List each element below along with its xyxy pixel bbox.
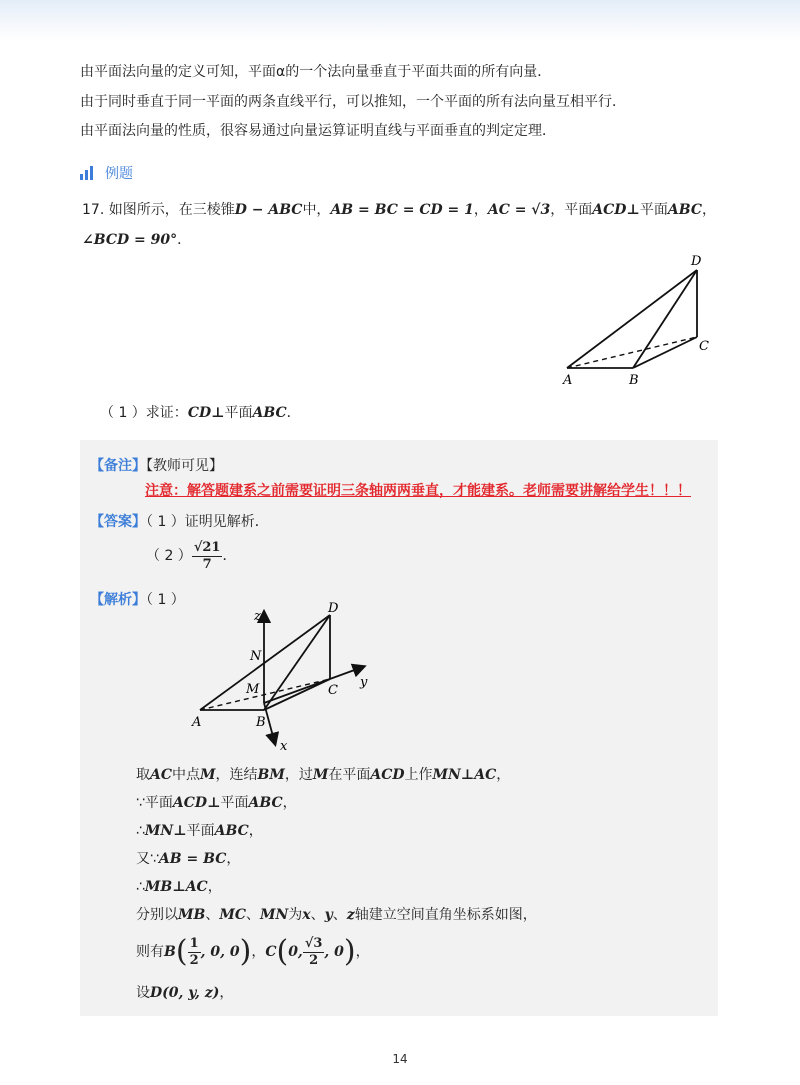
step-text: ，过: [284, 767, 313, 783]
step-text: ，: [219, 985, 234, 1001]
math-expr: AC = √3: [487, 202, 551, 218]
answer-2-suffix: ．: [222, 548, 237, 564]
label-M: M: [246, 682, 260, 697]
step-text: ，: [496, 767, 511, 783]
math-expr: ACD⊥: [172, 795, 221, 811]
warning-text: 注意：解答题建系之前需要证明三条轴两两垂直，才能建系。老师需要讲解给学生！！！: [145, 483, 691, 499]
answer-2-row: [146, 538, 236, 574]
question-text: 平面: [639, 202, 668, 218]
note-row: [90, 456, 223, 476]
bar-chart-icon: [80, 166, 95, 180]
step-7: [136, 932, 370, 972]
tetrahedron-figure: [555, 250, 725, 390]
math-expr: D(0, y, z): [150, 985, 220, 1001]
note-text: 【教师可见】: [146, 458, 223, 474]
intro-line-1: 由平面法向量的定义可知，平面α的一个法向量垂直于平面共面的所有向量．: [80, 64, 552, 80]
math-expr: CD⊥: [187, 405, 225, 421]
math-expr: z: [346, 907, 355, 923]
fraction-numerator: 1: [189, 935, 199, 951]
label-C2: C: [328, 683, 338, 698]
step-text: 分别以: [136, 907, 178, 923]
math-expr: ABC: [214, 823, 249, 839]
math-expr: ACD: [370, 767, 405, 783]
math-expr: ABC: [667, 202, 702, 218]
math-expr: y: [324, 907, 333, 923]
paren-close: ): [343, 934, 356, 969]
fraction-denominator: 2: [189, 952, 199, 968]
step-text: ，: [226, 851, 241, 867]
fraction-denominator: 2: [309, 952, 319, 968]
math-expr: C: [265, 944, 277, 960]
warning-row: [145, 481, 691, 501]
step-text: ∵平面: [136, 795, 173, 811]
step-text: 中点: [172, 767, 201, 783]
intro-line-2: 由于同时垂直于同一平面的两条直线平行，可以推知，一个平面的所有法向量互相平行．: [80, 94, 626, 110]
math-expr: , 0, 0: [200, 944, 240, 960]
math-expr: B: [164, 944, 176, 960]
intro-line-3: 由平面法向量的性质，很容易通过向量运算证明直线与平面垂直的判定定理．: [80, 123, 556, 139]
question-number: 17.: [82, 202, 105, 218]
note-tag: 【备注】: [90, 458, 146, 474]
section-header: [80, 163, 133, 183]
answer-tag: 【答案】: [90, 514, 146, 530]
answer-1: （ 1 ）证明见解析．: [146, 514, 269, 530]
math-expr: AC: [150, 767, 173, 783]
answer-2-fraction: [192, 540, 223, 573]
math-expr: MB: [178, 907, 206, 923]
axis-label-x: x: [280, 739, 288, 750]
label-A: A: [563, 373, 573, 388]
math-expr: MB⊥AC: [144, 879, 208, 895]
fraction-numerator: √21: [193, 539, 221, 555]
label-D: D: [691, 254, 702, 269]
axis-label-z: z: [254, 609, 261, 624]
label-N: N: [250, 649, 262, 664]
math-expr: ABC: [248, 795, 283, 811]
analysis-part: （ 1 ）: [146, 592, 185, 608]
label-A2: A: [192, 715, 202, 730]
question-text: ．: [177, 232, 192, 248]
step-text: 、: [205, 907, 220, 923]
paren-open: (: [175, 934, 188, 969]
answer-row: [90, 512, 269, 532]
step-text: 平面: [186, 823, 215, 839]
step-text: ，: [282, 795, 297, 811]
analysis-tag: 【解析】: [90, 592, 146, 608]
step-text: 、: [245, 907, 260, 923]
math-expr: 0,: [288, 944, 303, 960]
step-text: 、: [310, 907, 325, 923]
label-B2: B: [256, 715, 266, 730]
step-text: ∴: [136, 879, 145, 895]
math-expr: M: [312, 767, 329, 783]
step-text: 在平面: [328, 767, 371, 783]
sub-question-1: [100, 402, 301, 422]
step-1: [136, 765, 510, 785]
question-line-2: [82, 230, 191, 250]
math-expr: MN⊥: [144, 823, 187, 839]
sub-text: （ 1 ）求证：: [100, 405, 188, 421]
answer-2-prefix: （ 2 ）: [146, 548, 192, 564]
step-8: [136, 983, 233, 1003]
step-text: 平面: [220, 795, 249, 811]
fraction: [303, 936, 325, 969]
fraction: [188, 936, 201, 969]
step-text: ，连结: [215, 767, 258, 783]
math-expr: ∠BCD = 90°: [82, 232, 178, 248]
math-expr: ACD⊥: [592, 202, 640, 218]
step-text: 为: [288, 907, 303, 923]
step-text: 取: [136, 767, 150, 783]
label-C: C: [699, 339, 709, 354]
step-6: [136, 905, 537, 925]
step-2: [136, 793, 297, 813]
step-text: ，: [248, 823, 263, 839]
step-text: 上作: [404, 767, 433, 783]
math-expr: M: [200, 767, 216, 783]
coordinate-figure: [180, 600, 400, 750]
step-text: 则有: [136, 944, 164, 960]
question-text: ，: [473, 202, 488, 218]
step-5: [136, 877, 222, 897]
header-band: [0, 0, 800, 40]
answer-box: [80, 440, 718, 1016]
analysis-row: [90, 590, 185, 610]
math-expr: MN⊥AC: [432, 767, 497, 783]
label-B: B: [629, 373, 639, 388]
math-expr: AB = BC = CD = 1: [330, 202, 474, 218]
paren-open: (: [276, 934, 289, 969]
step-text: 轴建立空间直角坐标系如图，: [354, 907, 537, 923]
math-expr: MC: [219, 907, 246, 923]
step-text: 设: [136, 985, 150, 1001]
question-text: 中，: [302, 202, 331, 218]
step-4: [136, 849, 240, 869]
question-text: ，平面: [550, 202, 593, 218]
fraction-denominator: 7: [202, 556, 212, 572]
step-text: ，: [355, 944, 370, 960]
math-expr: AB = BC: [158, 851, 227, 867]
label-D2: D: [328, 601, 339, 616]
step-text: ，: [251, 944, 266, 960]
math-expr: D − ABC: [234, 202, 303, 218]
sub-text: ．: [286, 405, 301, 421]
math-expr: , 0: [324, 944, 344, 960]
question-line-1: [82, 200, 716, 220]
fraction-numerator: √3: [304, 935, 323, 951]
math-expr: BM: [257, 767, 285, 783]
step-text: 又∵: [136, 851, 159, 867]
axis-label-y: y: [360, 675, 368, 690]
question-text: 如图所示，在三棱锥: [108, 202, 235, 218]
math-expr: x: [302, 907, 311, 923]
math-expr: ABC: [252, 405, 287, 421]
step-text: ∴: [136, 823, 145, 839]
section-title: 例题: [105, 166, 133, 182]
page-number: 14: [392, 1052, 408, 1066]
step-text: 、: [332, 907, 347, 923]
step-text: ，: [207, 879, 222, 895]
sub-text: 平面: [224, 405, 253, 421]
step-3: [136, 821, 263, 841]
paren-close: ): [239, 934, 252, 969]
math-expr: MN: [259, 907, 289, 923]
question-text: ，: [701, 202, 716, 218]
